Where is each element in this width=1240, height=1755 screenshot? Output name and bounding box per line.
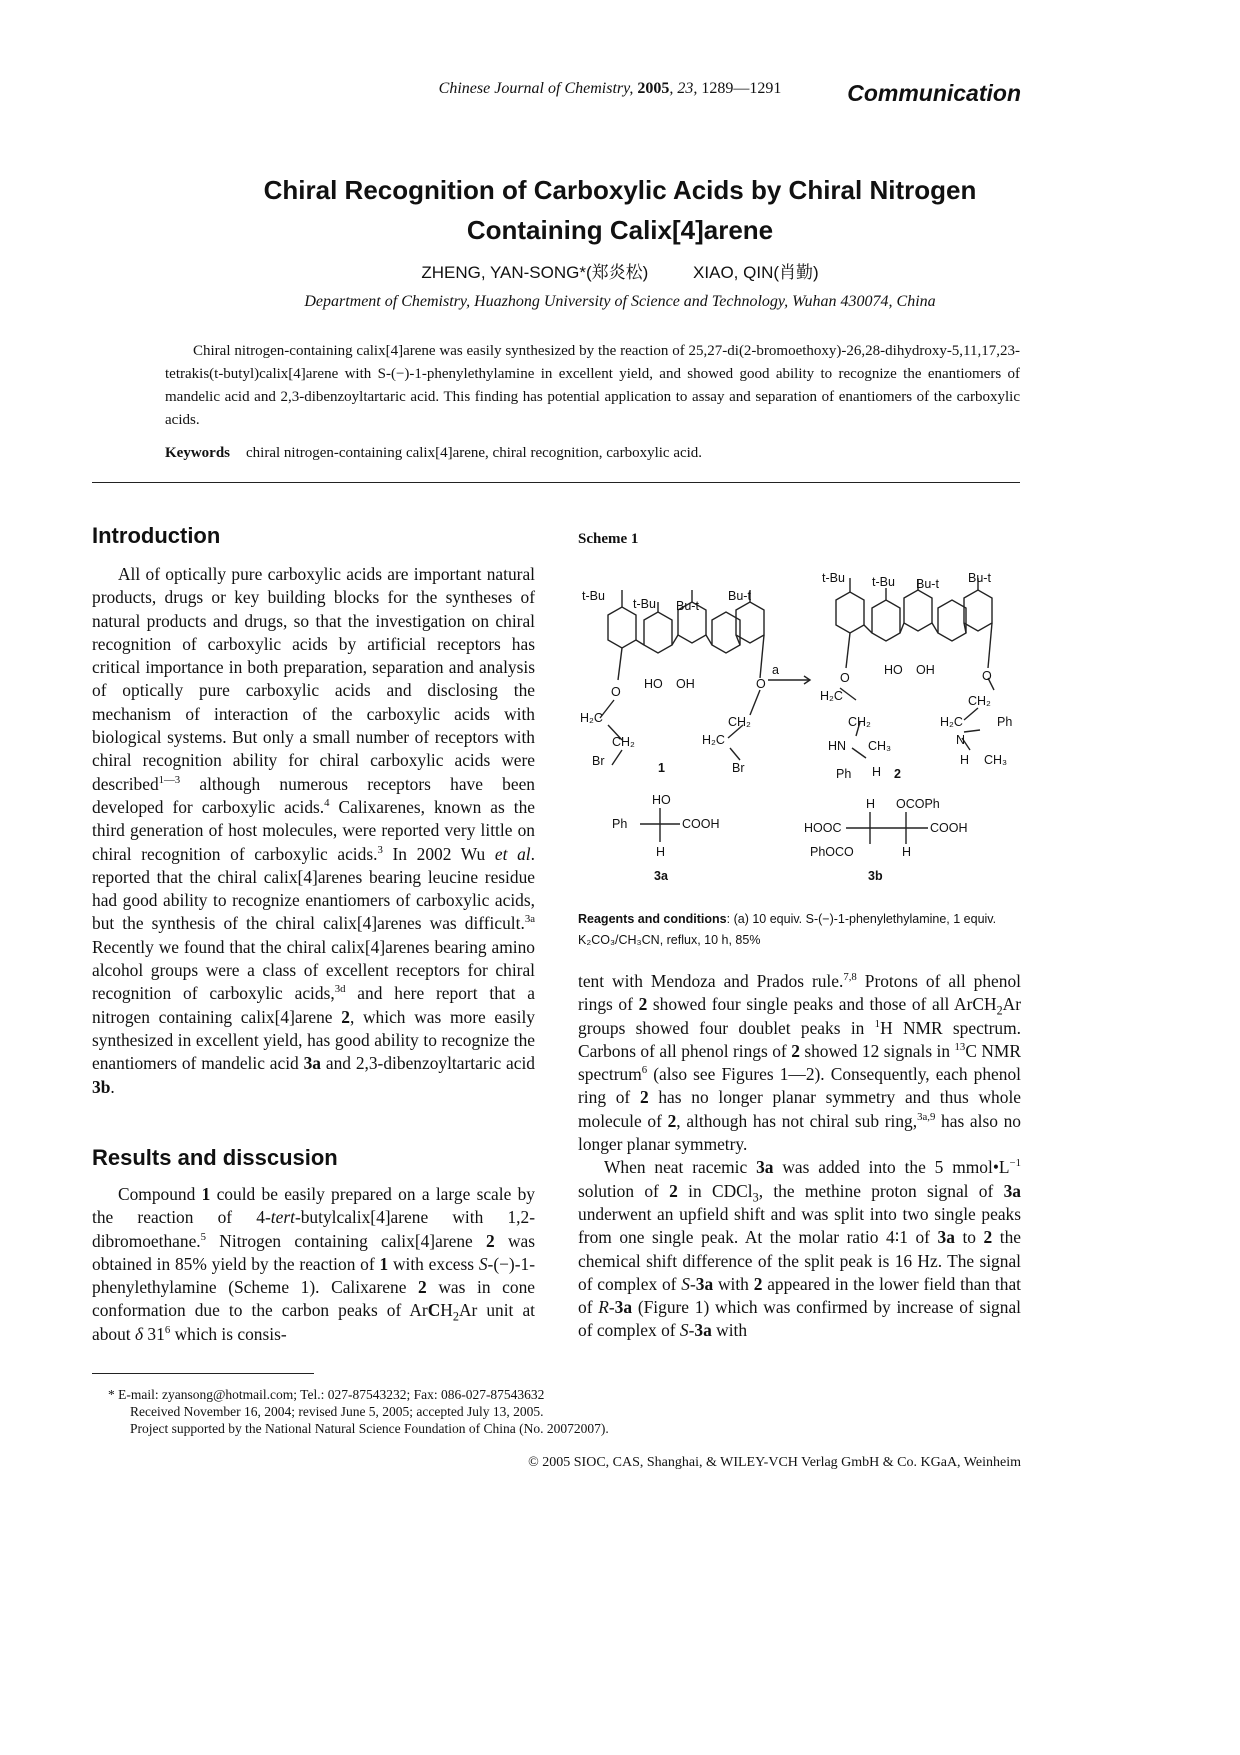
methylene-label: H₂C — [580, 711, 603, 725]
footnote-divider — [92, 1373, 314, 1374]
journal-pages: 1289—1291 — [701, 80, 782, 97]
phenyl-label: Ph — [836, 767, 852, 781]
footnote-funding: Project supported by the National Natural Science Foundation of China (No. 20072007). — [130, 1421, 609, 1436]
methylene-label: H₂C — [702, 733, 725, 747]
author-list — [120, 258, 1120, 283]
but-label: Bu-t — [916, 577, 939, 591]
oxygen-label: O — [982, 669, 992, 683]
affiliation: Department of Chemistry, Huazhong University of Science and Technology, Wuhan 430074, China — [304, 293, 936, 310]
author-2: XIAO, QIN(肖勤) — [693, 263, 819, 282]
paragraph: Compound 1 could be easily prepared on a large scale by the reaction of 4-tert-butylcalix[4]arene with 1,2-dibromoethane.$^5$ Nitrogen containing calix[4]arene 2 was obtained in 85% yield by the reaction of 1 with excess S-(−)-1-phenylethylamine (Scheme 1). Calixarene 2 was in cone conformation due to the carbon peaks of ArCH$_2$Ar unit at about δ $31^6$ which is consis- — [92, 1184, 536, 1344]
article-title — [120, 170, 1120, 250]
keywords-label: Keywords — [165, 445, 230, 461]
compound-3a-label: 3a — [654, 869, 668, 883]
scheme-caption — [578, 909, 1021, 951]
hydroxyl-label: OH — [676, 677, 695, 691]
tbu-label: t-Bu — [822, 571, 845, 585]
header-divider — [92, 482, 1020, 483]
hydrogen-label: H — [872, 765, 882, 779]
journal-year: 2005 — [637, 80, 670, 97]
hydrogen-label: H — [866, 797, 876, 811]
copyright-notice: © 2005 SIOC, CAS, Shanghai, & WILEY-VCH Verlag GmbH & Co. KGaA, Weinheim — [528, 1455, 1021, 1470]
title-line-1: Chiral Recognition of Carboxylic Acids by Chiral Nitrogen — [263, 175, 977, 205]
reaction-arrow-label: a — [772, 663, 779, 677]
bromine-label: Br — [592, 754, 605, 768]
footnote-contact: * E-mail: zyansong@hotmail.com; Tel.: 027-87543232; Fax: 086-027-87543632 — [108, 1387, 545, 1402]
journal-name: Chinese Journal of Chemistry — [438, 80, 630, 97]
carboxyl-label: HOOC — [804, 821, 842, 835]
compound-3b-label: 3b — [868, 869, 883, 883]
dibenzoyltartaric-acid-3b-structure — [846, 812, 928, 844]
oxygen-label: O — [611, 685, 621, 699]
bromine-label: Br — [732, 761, 745, 775]
section-heading-introduction: Introduction — [92, 523, 221, 548]
methyl-label: CH₃ — [868, 739, 892, 753]
paragraph: All of optically pure carboxylic acids are important natural products, drugs or key building blocks for the syntheses of natural products and drugs, so that the investigation on chiral recognition of carboxylic acids by artificial receptors has critical importance in both preparation, separation and analysis of optically pure carboxylic acids and disclosing the mechanism of interaction of the carboxylic acids with biological systems. But only a small number of receptors with chiral recognition ability for chiral carboxylic acids were described$^{1—3}$ although numerous receptors have been developed for carboxylic acids.$^4$ Calixarenes, known as the third generation of host molecules, were reported very little on chiral recognition of carboxylic acids.$^3$ In 2002 Wu et al. reported that the chiral calix[4]arenes bearing leucine residue had good ability to recognize enantiomers of carboxylic acids, but the synthesis of the chiral calix[4]arenes was difficult.$^{3a}$ Recently we found that the chiral calix[4]arenes bearing amino alcohol groups were a class of excellent receptors for chiral recognition of carboxylic acids,$^{3d}$ and here report that a nitrogen containing calix[4]arene 2, which was more easily synthesized in excellent yield, has good ability to recognize the enantiomers of mandelic acid 3a and 2,3-dibenzoyltartaric acid 3b. — [92, 564, 536, 1097]
introduction-text — [92, 563, 535, 1099]
compound-1-label: 1 — [658, 761, 665, 775]
paragraph: When neat racemic 3a was added into the 5 $mmol•L^{-1}$ solution of 2 in CDCl$_3$, the methine proton signal of 3a underwent an upfield shift and was split into two single peaks from one single peak. At the molar ratio 4∶1 of 3a to 2 the chemical shift difference of the split peak is 16 Hz. The signal of complex of S-3a with 2 appeared in the lower field than that of R-3a (Figure 1) which was confirmed by increase of signal of complex of S-3a with — [578, 1157, 1022, 1341]
hydroxyl-label: HO — [652, 793, 671, 807]
nitrogen-label: N — [956, 733, 966, 747]
calixarene-2-structure — [836, 578, 994, 758]
methylene-label: H₂C — [820, 689, 843, 703]
results-text — [92, 1183, 535, 1346]
journal-volume: 23 — [677, 80, 694, 97]
benzoyloxy-label: PhOCO — [810, 845, 854, 859]
but-label: Bu-t — [728, 589, 751, 603]
but-label: Bu-t — [676, 599, 699, 613]
tbu-label: t-Bu — [582, 589, 605, 603]
carboxyl-label: COOH — [930, 821, 968, 835]
carboxyl-label: COOH — [682, 817, 720, 831]
methylene-label: CH₂ — [728, 715, 751, 729]
methylene-label: CH₂ — [848, 715, 871, 729]
paragraph: tent with Mendoza and Prados rule.$^{7,8}$ Protons of all phenol rings of 2 showed four single peaks and those of all ArCH$_2$Ar groups showed four doublet peaks in $^1$H NMR spectrum. Carbons of all phenol rings of 2 showed 12 signals in $^{13}$C NMR spectrum$^6$ (also see Figures 1—2). Consequently, each phenol ring of 2 has no longer planar symmetry and thus whole molecule of 2, although has not chiral sub ring,$^{3a,9}$ has also no longer planar symmetry. — [578, 971, 1021, 1155]
reagents-label: Reagents and conditions — [578, 912, 727, 926]
section-label: Communication — [847, 80, 1021, 106]
hydrogen-label: H — [960, 753, 970, 767]
benzoyloxy-label: OCOPh — [896, 797, 940, 811]
hydroxyl-label: HO — [884, 663, 903, 677]
keywords — [165, 442, 1020, 464]
methylene-label: H₂C — [940, 715, 963, 729]
phenyl-label: Ph — [997, 715, 1013, 729]
compound-2-label: 2 — [894, 767, 901, 781]
mandelic-acid-3a-structure — [640, 808, 680, 842]
hydroxyl-label: HO — [644, 677, 663, 691]
phenyl-label: Ph — [612, 817, 628, 831]
but-label: Bu-t — [968, 571, 991, 585]
oxygen-label: O — [840, 671, 850, 685]
keywords-text: chiral nitrogen-containing calix[4]arene, chiral recognition, carboxylic acid. — [246, 445, 703, 461]
oxygen-label: O — [756, 677, 766, 691]
tbu-label: t-Bu — [872, 575, 895, 589]
hydrogen-label: H — [902, 845, 912, 859]
footnote — [108, 1386, 1008, 1437]
journal-citation: Chinese Journal of Chemistry, 2005, 23, 1289—1291 — [438, 80, 782, 97]
scheme-1-figure — [578, 560, 1021, 900]
methyl-label: CH₃ — [984, 753, 1008, 767]
footnote-dates: Received November 16, 2004; revised June 5, 2005; accepted July 13, 2005. — [130, 1404, 544, 1419]
scheme-label: Scheme 1 — [578, 531, 639, 547]
abstract: Chiral nitrogen-containing calix[4]arene was easily synthesized by the reaction of 25,27-di(2-bromoethoxy)-26,28-dihydroxy-5,11,17,23-tetrakis(t-butyl)calix[4]arene with S-(−)-1-phenylethylamine in excellent yield, and showed good ability to recognize the enantiomers of mandelic acid and 2,3-dibenzoyltartaric acid. This finding has potential application to assay and separation of enantiomers of the carboxylic acids. — [165, 343, 1020, 428]
methylene-label: CH₂ — [612, 735, 635, 749]
reagents-text: : (a) 10 equiv. S-(−)-1-phenylethylamine, 1 equiv. K₂CO₃/CH₃CN, reflux, 10 h, 85% — [578, 912, 997, 947]
amine-label: HN — [828, 739, 847, 753]
hydrogen-label: H — [656, 845, 666, 859]
tbu-label: t-Bu — [633, 597, 656, 611]
author-1: ZHENG, YAN-SONG*(郑炎松) — [421, 263, 649, 282]
methylene-label: CH₂ — [968, 694, 991, 708]
results-text-continued — [578, 970, 1021, 1343]
section-heading-results: Results and disscusion — [92, 1145, 338, 1170]
hydroxyl-label: OH — [916, 663, 935, 677]
title-line-2: Containing Calix[4]arene — [466, 215, 774, 245]
